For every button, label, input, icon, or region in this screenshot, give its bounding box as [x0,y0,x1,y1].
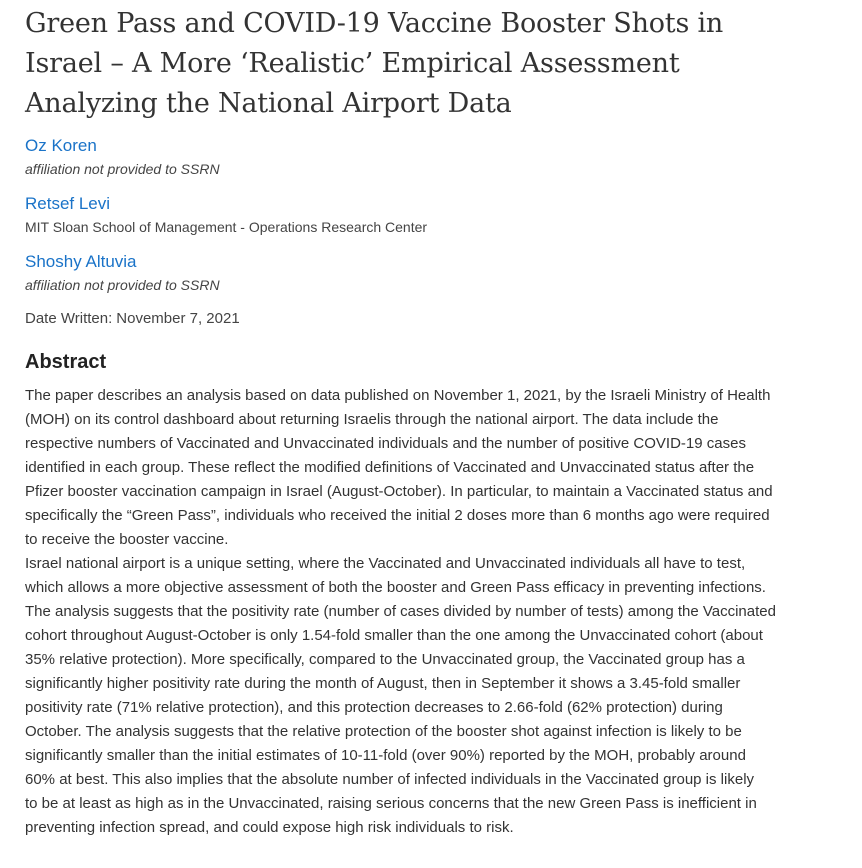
author-link-oz-koren[interactable]: Oz Koren [25,136,97,155]
abstract-line: Israel national airport is a unique setting, where the Vaccinated and Unvaccinated individuals all have to test, [25,555,746,572]
abstract-line: which allows a more objective assessment of both the booster and Green Pass efficacy in preventing infections. [25,579,766,596]
abstract-line: to be at least as high as in the Unvaccinated, raising serious concerns that the new Green Pass is inefficient in [25,795,757,812]
abstract-line: significantly smaller than the initial estimates of 10-11-fold (over 90%) reported by the MOH, probably around [25,747,746,764]
abstract-line: identified in each group. These reflect the modified definitions of Vaccinated and Unvaccinated status after the [25,459,755,476]
abstract-heading: Abstract [25,351,107,373]
abstract-line: The paper describes an analysis based on data published on November 1, 2021, by the Israeli Ministry of Health [25,387,771,404]
author-entry [25,250,862,296]
author-affiliation: affiliation not provided to SSRN [25,161,220,177]
abstract-line: October. The analysis suggests that the relative protection of the booster shot against infection is likely to be [25,723,742,740]
abstract-line: preventing infection spread, and could expose high risk individuals to risk. [25,819,514,836]
abstract-line: to receive the booster vaccine. [25,531,229,548]
title-line: Israel – A More ‘Realistic’ Empirical Assessment [25,48,680,79]
paper-page [25,0,862,840]
abstract-line: positivity rate (71% relative protection), and this protection decreases to 2.66-fold (62% protection) during [25,699,723,716]
title-line: Analyzing the National Airport Data [25,88,512,119]
date-written [25,308,862,330]
abstract-line: (MOH) on its control dashboard about returning Israelis through the national airport. The data include the [25,411,719,428]
abstract-line: Pfizer booster vaccination campaign in Israel (August-October). In particular, to maintain a Vaccinated status and [25,483,773,500]
author-entry [25,134,862,180]
abstract-line: The analysis suggests that the positivity rate (number of cases divided by number of tests) among the Vaccinated [25,603,776,620]
author-list [25,134,862,296]
abstract-line: 35% relative protection). More specifically, compared to the Unvaccinated group, the Vaccinated group has a [25,651,745,668]
date-written-value: November 7, 2021 [116,310,240,327]
author-link-shoshy-altuvia[interactable]: Shoshy Altuvia [25,252,137,271]
author-link-retsef-levi[interactable]: Retsef Levi [25,194,111,213]
abstract-line: 60% at best. This also implies that the absolute number of infected individuals in the Vaccinated group is likely [25,771,755,788]
abstract-body [25,384,862,840]
abstract-line: respective numbers of Vaccinated and Unvaccinated individuals and the number of positive COVID-19 cases [25,435,746,452]
abstract-line: cohort throughout August-October is only 1.54-fold smaller than the one among the Unvaccinated cohort (about [25,627,763,644]
paper-title [25,0,785,124]
title-line: Green Pass and COVID-19 Vaccine Booster Shots in [25,8,724,39]
date-written-label: Date Written: [25,310,113,327]
author-affiliation: affiliation not provided to SSRN [25,277,220,293]
abstract-line: specifically the “Green Pass”, individuals who received the initial 2 doses more than 6 months ago were required [25,507,770,524]
abstract-line: significantly higher positivity rate during the month of August, then in September it shows a 3.45-fold smaller [25,675,741,692]
author-entry [25,192,862,238]
author-affiliation: MIT Sloan School of Management - Operations Research Center [25,219,428,235]
